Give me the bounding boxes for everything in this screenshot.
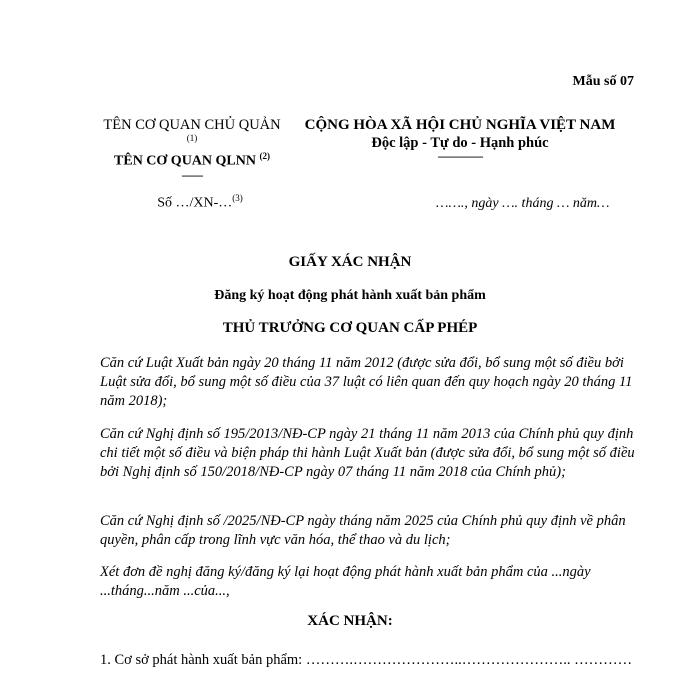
nation-name: CỘNG HÒA XÃ HỘI CHỦ NGHĨA VIỆT NAM: [304, 117, 616, 133]
confirm-heading: XÁC NHẬN:: [307, 613, 393, 629]
parent-agency-name: TÊN CƠ QUAN CHỦ QUẢN: [103, 117, 281, 133]
legal-basis-paragraph: Căn cứ Nghị định số /2025/NĐ-CP ngày tháng năm 2025 của Chính phủ quy định về phân quyền, phân cấp trong lĩnh vực văn hóa, thể thao và du lịch;: [100, 513, 626, 548]
legal-basis-paragraph: Căn cứ Nghị định số 195/2013/NĐ-CP ngày 21 tháng 11 năm 2013 của Chính phủ quy định chi tiết một số điều và biện pháp thi hành Luật Xuất bản (được sửa đổi, bổ sung một số điều bởi Nghị định số 150/2018/NĐ-CP ngày 07 tháng 11 năm 2018 của Chính phủ);: [100, 426, 635, 480]
document-number-footnote: (3): [232, 193, 243, 203]
item-publishing-facility: 1. Cơ sở phát hành xuất bản phẩm: ……….…………………..………………….. …………: [100, 652, 633, 668]
document-number-text: Số …/XN-…: [157, 195, 233, 211]
agency-footnote: (2): [259, 151, 270, 161]
issuing-authority: THỦ TRƯỞNG CƠ QUAN CẤP PHÉP: [222, 320, 478, 336]
date-place: ……., ngày …. tháng … năm…: [436, 196, 610, 211]
agency-name: [92, 151, 292, 170]
document-number: [135, 193, 265, 212]
national-motto: Độc lập - Tự do - Hạnh phúc: [371, 135, 549, 151]
legal-basis-paragraph: Căn cứ Luật Xuất bản ngày 20 tháng 11 năm 2012 (được sửa đổi, bổ sung một số điều bởi Luật sửa đổi, bổ sung một số điều của 37 luật có liên quan đến quy hoạch ngày 20 tháng 11 năm 2018);: [100, 355, 633, 409]
agency-name-text: TÊN CƠ QUAN QLNN: [114, 153, 256, 169]
document-subtitle: Đăng ký hoạt động phát hành xuất bản phẩm: [214, 288, 486, 303]
application-paragraph: Xét đơn đề nghị đăng ký/đăng ký lại hoạt động phát hành xuất bản phẩm của ...ngày ...tháng...năm ...của...,: [100, 564, 591, 599]
document-title: GIẤY XÁC NHẬN: [288, 254, 412, 270]
parent-agency-footnote: (1): [186, 133, 198, 143]
left-divider: -------: [181, 168, 203, 182]
form-number: Mẫu số 07: [572, 74, 634, 89]
right-divider: ---------------: [437, 149, 483, 163]
